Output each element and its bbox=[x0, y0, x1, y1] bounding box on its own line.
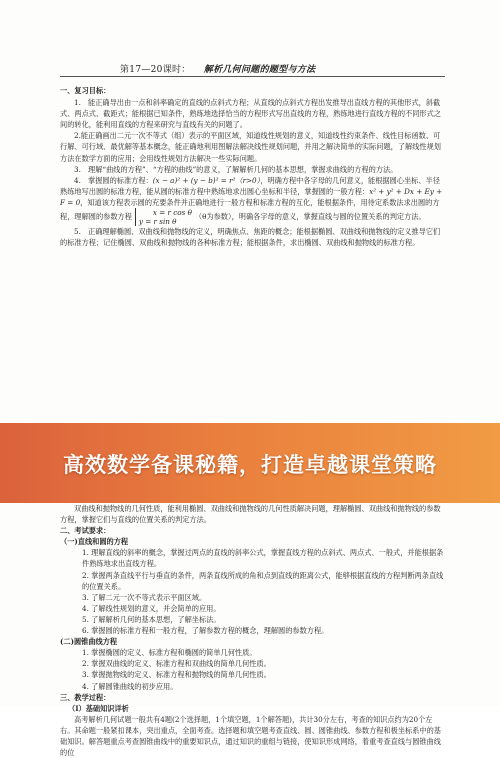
exam-item: 3. 了解二元一次不等式表示平面区域。 bbox=[82, 592, 207, 602]
exam-heading: 二、考试要求： bbox=[60, 526, 111, 536]
circle-general-formula: x² + y² + Dx + Ey + F = 0 bbox=[60, 186, 443, 207]
teaching-paragraph: 高考解析几何试题一般共有4题(2个选择题，1个填空题，1个解答题)，共计30分左右，考查的知识点约为20个左右。其命题一般紧扣课本，突出重点，全面考查。选择题和填空题考查直线、圆、圆锥曲线、参数方程和极坐标系中的基础知识。解答题重点考查圆锥曲线中的重要知识点，通过知识的重组与链接，使知识形成网络，着重考查直线与圆锥曲线的位 bbox=[60, 714, 441, 758]
exam-item: 3. 掌握抛物线的定义、标准方程和抛物线的简单几何性质。 bbox=[82, 670, 271, 680]
review-paragraph-3: 3. 理解“曲线的方程”、“方程的曲线”的意义，了解解析几何的基本思想，掌握求曲线的方程的方法。 bbox=[74, 164, 398, 174]
circle-general-text: ，明确方程中各字母的几何意义，能根据圆心坐标、半径熟练地写出圆的标准方程，能从圆的标准方程中熟练地求出圆心坐标和半径，掌握圆的一般方程： bbox=[60, 175, 440, 196]
review-paragraph-1: 1. 能正确导出由一点和斜率确定的直线的点斜式方程；从直线的点斜式方程出发推导出直线方程的其他形式，斜截式、两点式、截距式；能根据已知条件，熟练地选择恰当的方程形式写出直线的方程，熟练地进行直线方程的不同形式之间的转化，能利用直线的方程来研究与直线有关的问题了。 bbox=[60, 98, 441, 130]
exam-item: 5. 了解解析几何的基本思想，了解坐标法。 bbox=[82, 614, 221, 624]
exam-item: 1. 掌握椭圆的定义、标准方程和椭圆的简单几何性质。 bbox=[82, 648, 257, 658]
header-rule bbox=[60, 76, 445, 77]
lesson-label: 第17—20课时： bbox=[120, 65, 191, 75]
review-paragraph-5: 5. 正确理解椭圆、双曲线和抛物线的定义，明确焦点、焦距的概念；能根据椭圆、双曲线和抛物线的定义推导它们的标准方程；记住椭圆、双曲线和抛物线的各种标准方程；能根据条件，求出椭圆、双曲线和抛物线的标准方程。 bbox=[60, 227, 441, 248]
exam-item: 2. 掌握双曲线的定义、标准方程和双曲线的简单几何性质。 bbox=[82, 659, 271, 669]
exam-item: 4. 了解线性规划的意义，并会简单的应用。 bbox=[82, 603, 221, 613]
review-paragraph-4 bbox=[60, 175, 445, 226]
review-section bbox=[60, 84, 445, 248]
param-x: x = r cos θ bbox=[152, 208, 192, 218]
teaching-step-1: （Ⅰ）基础知识详析 bbox=[68, 703, 129, 713]
review-paragraph-5-tail: 双曲线和抛物线的几何性质，能利用椭圆、双曲线和抛物线的几何性质解决问题，理解椭圆、双曲线和抛物线的参数方程，掌握它们与直线的位置关系的判定方法。 bbox=[60, 504, 441, 525]
page-header bbox=[120, 62, 440, 75]
circle-param-tail: （θ为参数），明确各字母的意义，掌握直线与圆的位置关系的判定方法。 bbox=[194, 212, 426, 222]
exam-item: 6. 掌握圆的标准方程和一般方程，了解参数方程的概念，理解圆的参数方程。 bbox=[82, 626, 329, 636]
exam-item: 4. 了解圆锥曲线的初步应用。 bbox=[82, 681, 178, 691]
review-paragraph-2: 2.能正确画出二元一次不等式（组）表示的平面区域，知道线性规划的意义，知道线性约束条件、线性目标函数、可行解、可行域、最优解等基本概念，能正确地利用图解法解决线性规划问题，并用之解决简单的实际问题，了解线性规划方法在数学方面的应用；会用线性规划方法解决一些实际问题。 bbox=[60, 131, 441, 163]
exam-item: 2. 掌握两条直线平行与垂直的条件，两条直线所成的角和点到直线的距离公式，能够根据直线的方程判断两条直线的位置关系。 bbox=[82, 570, 444, 591]
exam-subsection-1: （一)直线和圆的方程 bbox=[60, 537, 129, 547]
param-equation bbox=[135, 208, 192, 226]
circle-standard-formula: (x − a)² + (y − b)² = r²（r>0） bbox=[152, 175, 261, 185]
exam-subsection-2: (二)圆锥曲线方程 bbox=[60, 637, 118, 647]
banner-title: 高效数学备课秘籍，打造卓越课堂策略 bbox=[63, 453, 437, 477]
exam-section bbox=[60, 503, 445, 758]
exam-item: 1. 理解直线的斜率的概念，掌握过两点的直线的斜率公式，掌握直线方程的点斜式、两点式、一般式，并能根据条件熟练地求出直线方程。 bbox=[82, 548, 444, 569]
page-title: 解析几何问题的题型与方法 bbox=[203, 65, 316, 75]
teaching-heading: 三、教学过程： bbox=[60, 692, 111, 702]
circle-standard-text: 4. 掌握圆的标准方程： bbox=[74, 175, 153, 185]
param-y: y = r sin θ bbox=[138, 217, 177, 227]
review-heading: 一、复习目标： bbox=[60, 86, 111, 95]
circle-param-text: ，知道该方程表示圆的充要条件并正确地进行一般方程和标准方程的互化，能根据条件，用待定系数法求出圆的方程，理解圆的参数方程 bbox=[60, 197, 440, 222]
